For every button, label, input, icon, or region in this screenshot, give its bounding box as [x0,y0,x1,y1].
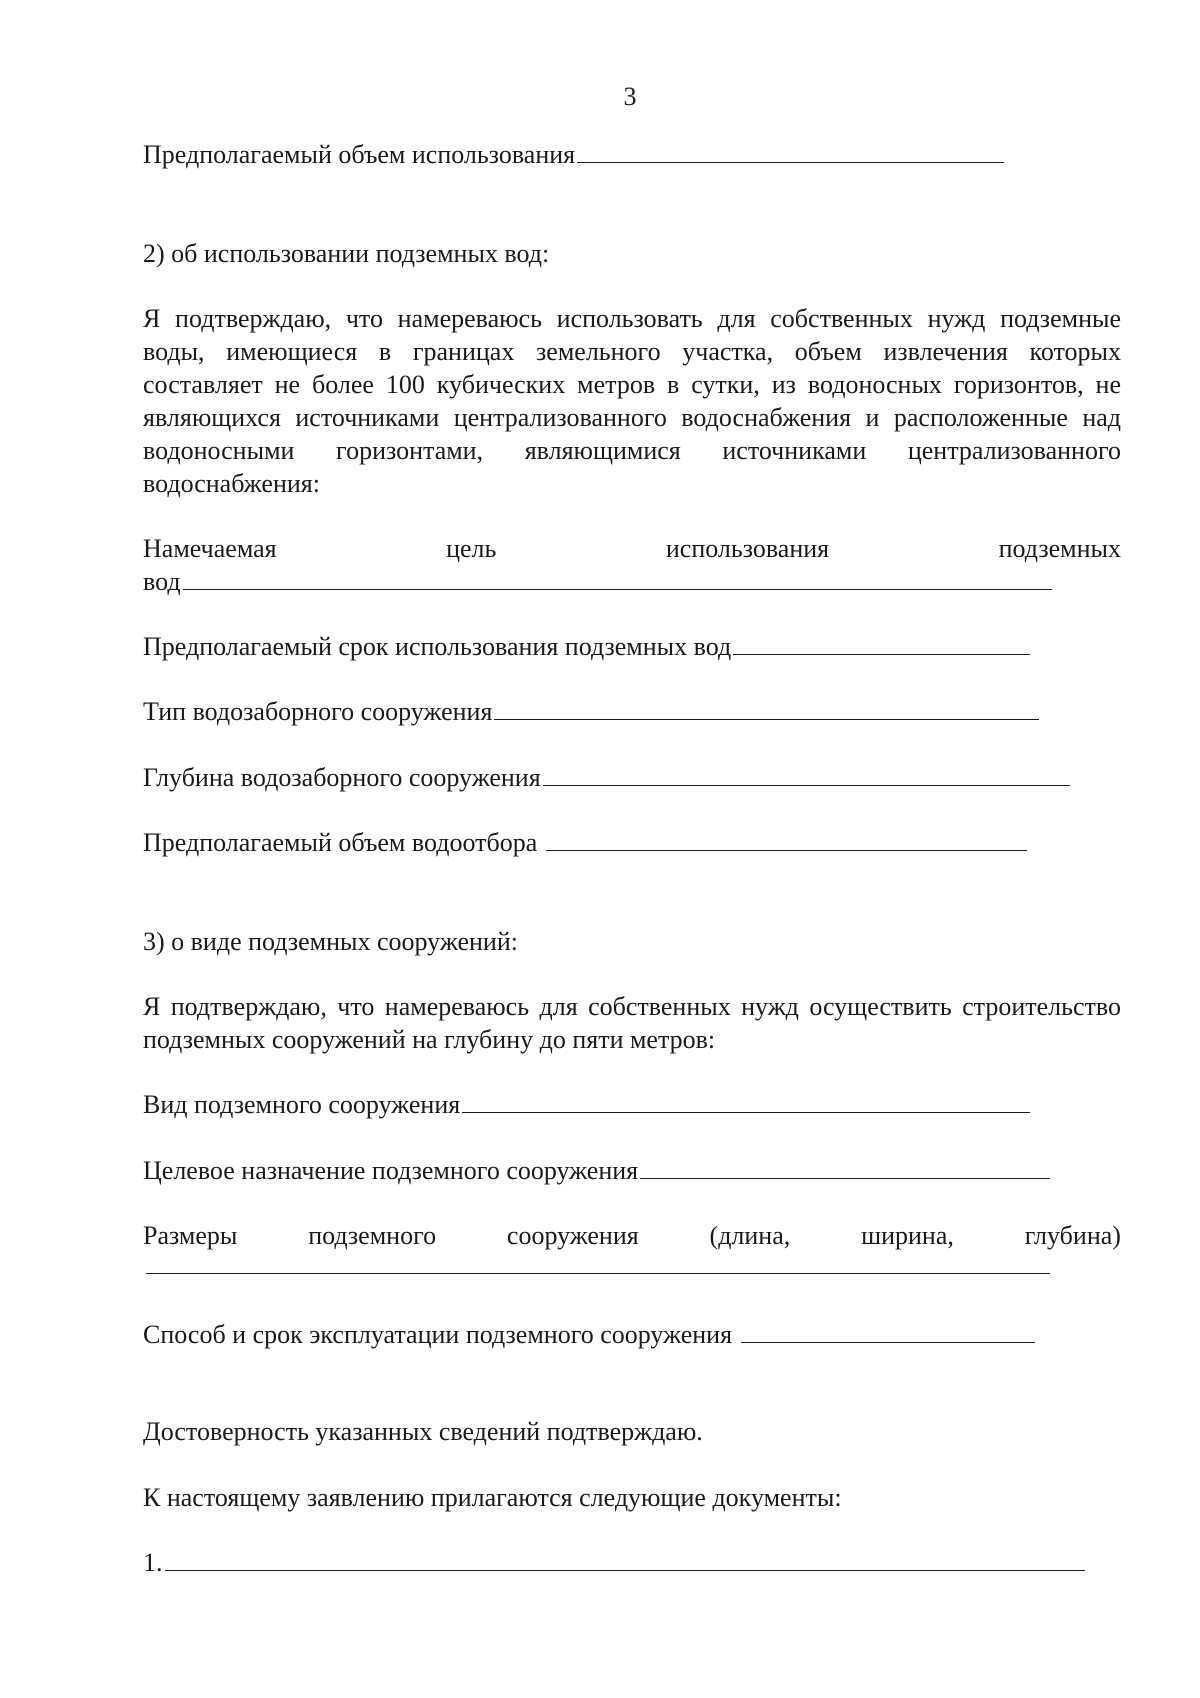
purpose-word-3: использования [665,534,830,563]
section3-paragraph: Я подтверждаю, что намереваюсь для собственных нужд осуществить строительство подземных сооружений на глубину до пяти метров: [143,992,1121,1054]
usage-volume-label: Предполагаемый объем использования [143,140,576,169]
withdrawal-volume-blank[interactable] [546,826,1027,851]
intake-type-blank[interactable] [494,695,1039,720]
attachment-item-1 [143,1546,1085,1579]
structure-purpose-label: Целевое назначение подземного сооружения [143,1156,639,1185]
purpose-word-4: подземных [998,534,1121,563]
attachment-item-1-number: 1. [143,1548,163,1577]
term-field [143,630,1030,663]
page-number: 3 [623,82,637,111]
attachments-heading: К настоящему заявлению прилагаются следующие документы: [143,1483,842,1512]
operation-label: Способ и срок эксплуатации подземного сооружения [143,1320,733,1349]
purpose-line [143,532,1121,565]
intake-depth-label: Глубина водозаборного сооружения [143,763,541,792]
size-blank[interactable] [146,1273,1050,1274]
section3-heading: 3) о виде подземных сооружений: [143,927,518,956]
usage-volume-field [143,138,1004,171]
operation-blank[interactable] [741,1318,1035,1343]
structure-purpose-field [143,1154,1050,1187]
usage-volume-blank[interactable] [577,138,1004,163]
section2-heading: 2) об использовании подземных вод: [143,239,550,268]
purpose-field [143,565,1052,598]
intake-type-field [143,695,1039,728]
size-word-4: (длина, [709,1221,791,1250]
size-line [143,1219,1121,1252]
structure-type-blank[interactable] [462,1088,1030,1113]
size-word-5: ширина, [861,1221,954,1250]
confirmation-statement: Достоверность указанных сведений подтверждаю. [143,1417,703,1446]
structure-purpose-blank[interactable] [640,1154,1050,1179]
term-label: Предполагаемый срок использования подземных вод [143,632,732,661]
attachment-item-1-blank[interactable] [165,1546,1085,1571]
intake-depth-field [143,761,1070,794]
intake-depth-blank[interactable] [543,761,1070,786]
section2-paragraph: Я подтверждаю, что намереваюсь использовать для собственных нужд подземные воды, имеющиеся в границах земельного участка, объем извлечения которых составляет не более 100 кубических метров в сутки, из водоносных горизонтов, не являющихся источниками централизованного водоснабжения и расположенные над водоносными горизонтами, являющимися источниками централизованного водоснабжения: [143,304,1121,498]
withdrawal-volume-field [143,826,1027,859]
purpose-word-last: вод [143,567,181,596]
operation-field [143,1318,1035,1351]
size-word-1: Размеры [143,1221,238,1250]
purpose-word-2: цель [446,534,497,563]
size-word-3: сооружения [506,1221,639,1250]
withdrawal-volume-label: Предполагаемый объем водоотбора [143,828,538,857]
structure-type-field [143,1088,1030,1121]
size-word-6: глубина) [1024,1221,1121,1250]
purpose-blank[interactable] [183,565,1052,590]
size-word-2: подземного [308,1221,437,1250]
intake-type-label: Тип водозаборного сооружения [143,697,493,726]
structure-type-label: Вид подземного сооружения [143,1090,461,1119]
purpose-word-1: Намечаемая [143,534,277,563]
term-blank[interactable] [733,630,1030,655]
